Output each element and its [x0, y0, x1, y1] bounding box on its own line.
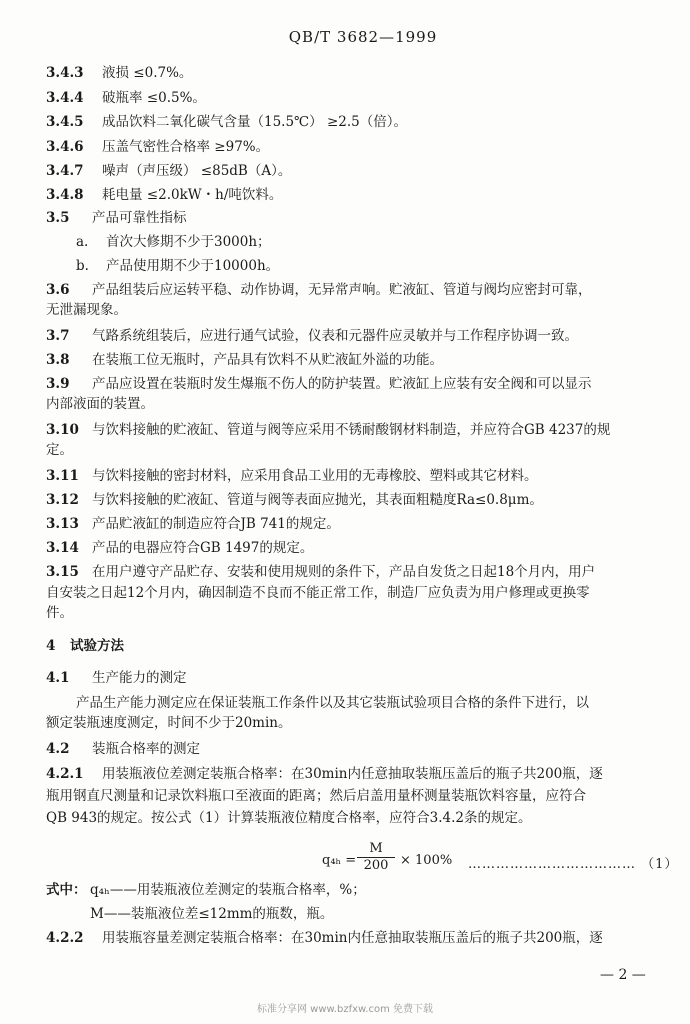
- formula-numerator: M: [357, 841, 395, 858]
- clause-3-11: 3.11 与饮料接触的密封材料，应采用食品工业用的无毒橡胶、塑料或其它材料。: [46, 468, 538, 484]
- formula-number: （1）: [641, 857, 679, 872]
- formula-leader: ……………………………… （1）: [468, 857, 679, 872]
- clause-3-15-cont: 自安装之日起12个月内，确因制造不良而不能正常工作，制造厂应负责为用户修理或更换零: [46, 585, 590, 601]
- clause-3-8: 3.8 在装瓶工位无瓶时，产品具有饮料不从贮液缸外溢的功能。: [46, 352, 443, 368]
- clause-3-4-6: 3.4.6 压盖气密性合格率 ≥97%。: [46, 139, 270, 155]
- clause-3-7: 3.7 气路系统组装后，应进行通气试验，仪表和元器件应灵敏并与工作程序协调一致。: [46, 328, 578, 344]
- clause-4-1: 4.1 生产能力的测定: [46, 670, 187, 686]
- clause-4-2-1-cont: 瓶用钢直尺测量和记录饮料瓶口至液面的距离；然后启盖用量杯测量装瓶饮料容量，应符合: [46, 788, 586, 804]
- clause-3-9: 3.9 产品应设置在装瓶时发生爆瓶不伤人的防护装置。贮液缸上应装有安全阀和可以显示: [46, 376, 592, 392]
- clause-3-6-cont: 无泄漏现象。: [46, 302, 127, 318]
- clause-3-9-cont: 内部液面的装置。: [46, 396, 154, 412]
- clause-4-1-body: 产品生产能力测定应在保证装瓶工作条件以及其它装瓶试验项目合格的条件下进行，以: [76, 695, 589, 711]
- clause-3-4-3: 3.4.3 液损 ≤0.7%。: [46, 65, 193, 81]
- clause-3-12: 3.12 与饮料接触的贮液缸、管道与阀等表面应抛光，其表面粗糙度Ra≤0.8μm。: [46, 492, 543, 508]
- clause-3-13: 3.13 产品贮液缸的制造应符合JB 741的规定。: [46, 516, 340, 532]
- section-4-heading: 4 试验方法: [46, 638, 124, 654]
- formula-denominator: 200: [363, 858, 389, 873]
- formula-rhs: × 100%: [400, 853, 453, 868]
- clause-4-2-2: 4.2.2 用装瓶容量差测定装瓶合格率：在30min内任意抽取装瓶压盖后的瓶子共200瓶，逐: [46, 930, 603, 946]
- clause-3-6: 3.6 产品组装后应运转平稳、动作协调，无异常声响。贮液缸、管道与阀均应密封可靠，: [46, 282, 592, 298]
- clause-3-5: 3.5 产品可靠性指标: [46, 210, 187, 226]
- clause-4-2-1: 4.2.1 用装瓶液位差测定装瓶合格率：在30min内任意抽取装瓶压盖后的瓶子共200瓶，逐: [46, 766, 603, 782]
- list-item-a: a. 首次大修期不少于3000h；: [76, 234, 271, 250]
- list-item-b: b. 产品使用期不少于10000h。: [76, 258, 280, 274]
- clause-3-15: 3.15 在用户遵守产品贮存、安装和使用规则的条件下，产品自发货之日起18个月内，用户: [46, 564, 596, 580]
- where-clause: 式中： q₄ₕ——用装瓶液位差测定的装瓶合格率，%；: [46, 882, 366, 898]
- clause-3-14: 3.14 产品的电器应符合GB 1497的规定。: [46, 540, 314, 556]
- formula-lhs: q₄ₕ =: [322, 853, 357, 868]
- clause-3-10: 3.10 与饮料接触的贮液缸、管道与阀等应采用不锈耐酸钢材料制造，并应符合GB 4237的规: [46, 422, 611, 438]
- page-number: — 2 —: [600, 967, 646, 983]
- clause-3-4-4: 3.4.4 破瓶率 ≤0.5%。: [46, 90, 206, 106]
- clause-3-4-8: 3.4.8 耗电量 ≤2.0kW・h/吨饮料。: [46, 187, 283, 203]
- clause-3-4-7: 3.4.7 噪声（声压级） ≤85dB（A）。: [46, 163, 292, 179]
- clause-3-4-5: 3.4.5 成品饮料二氧化碳气含量（15.5℃） ≥2.5（倍）。: [46, 114, 407, 130]
- clause-3-10-cont: 定。: [46, 442, 73, 458]
- clause-4-1-body-cont: 额定装瓶速度测定，时间不少于20min。: [46, 715, 292, 731]
- clause-3-15-cont2: 件。: [46, 605, 73, 621]
- page-header: QB/T 3682—1999: [288, 28, 438, 46]
- clause-4-2: 4.2 装瓶合格率的测定: [46, 741, 200, 757]
- where-clause-m: M——装瓶液位差≤12mm的瓶数，瓶。: [90, 906, 334, 922]
- watermark: 标准分享网 www.bzfxw.com 免费下载: [257, 1004, 433, 1015]
- formula-fraction: [357, 841, 395, 874]
- clause-4-2-1-cont2: QB 943的规定。按公式（1）计算装瓶液位精度合格率，应符合3.4.2条的规定。: [46, 810, 532, 826]
